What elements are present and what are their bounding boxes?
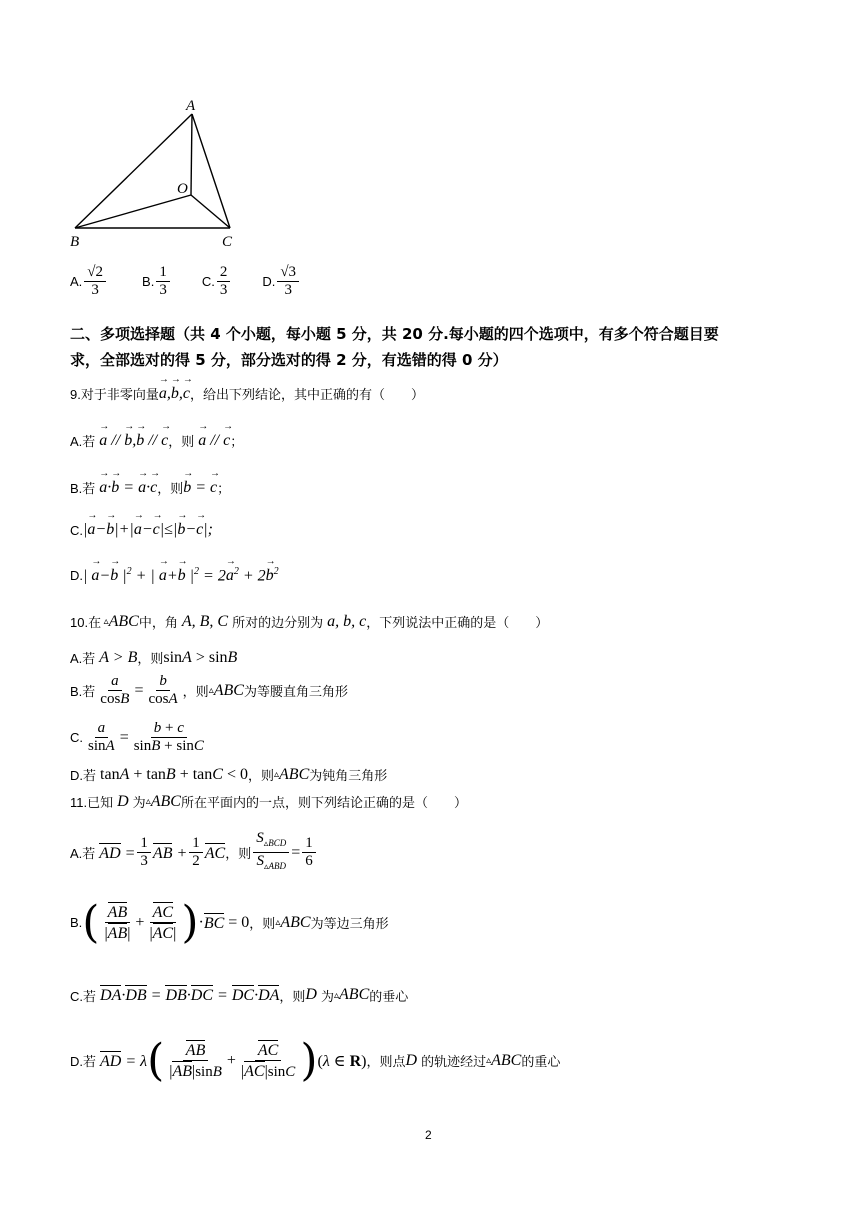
q8-option-d-frac: $\frac{√3}{3}$ bbox=[277, 264, 299, 299]
q10-option-c: C. $\frac{a}{\sin A}$ = $\frac{b + c}{\sin B + \sin C}$ bbox=[70, 720, 204, 754]
q9-option-d: D. | → a−→ b $|^2$ + | → a+→ b $|^2 = 2\to a^2 + 2\to b^2$ bbox=[70, 566, 279, 585]
triangle-figure bbox=[60, 92, 260, 252]
q9-option-a: A.若 → a // → b,→ b // → c ，则 → a // → c ； bbox=[70, 431, 243, 450]
section-heading-line2: 求，全部选对的得 5 分，部分选对的得 2 分，有选错的得 0 分） bbox=[70, 351, 508, 369]
q8-option-b-frac: $\frac{1}{3}$ bbox=[156, 264, 170, 299]
page-number: 2 bbox=[425, 1128, 432, 1142]
q10-option-b: B.若 $\frac{a}{\cos B}$ = $\frac{b}{\cos A}$ ，则 ▵ ABC 为等腰直角三角形 bbox=[70, 673, 348, 707]
q11-option-c: C.若 DA·DB = DB·DC = DC·DA ，则 D 为 ▵ ABC 的垂心 bbox=[70, 986, 409, 1004]
q8-option-d-letter: D. bbox=[262, 274, 276, 289]
q8-option-c-frac: $\frac{2}{3}$ bbox=[217, 264, 231, 299]
q10-stem: 10.在 ▵ ABC 中，角 A, B, C 所对的边分别为 a, b, c ，下列说法中正确的是（ ） bbox=[70, 612, 549, 630]
q10-option-d: D.若 tanA + tanB + tanC < 0 ，则 ▵ ABC 为钝角三角形 bbox=[70, 765, 388, 783]
q8-option-a-letter: A. bbox=[70, 274, 83, 289]
label-c: C bbox=[222, 234, 233, 250]
label-a: A bbox=[186, 98, 196, 114]
label-b: B bbox=[70, 234, 80, 250]
q9-option-b: B.若 → a·→ b = → a·→ c ，则 → b = → c ； bbox=[70, 478, 230, 497]
q8-option-b-letter: B. bbox=[142, 274, 155, 289]
q10-option-a: A.若 A > B ，则 sinA > sinB bbox=[70, 648, 238, 666]
section-heading-line1: 二、多项选择题（共 4 个小题，每小题 5 分，共 20 分.每小题的四个选项中，有多个符合题目要 bbox=[70, 325, 719, 343]
q9-option-c: C. |→ a−→ b|+|→ a−→ c|≤|→ b−→ c|; bbox=[70, 521, 213, 539]
q9-stem: 9.对于非零向量 → a,→ b,→ c ，给出下列结论，其中正确的有（ ） bbox=[70, 384, 424, 403]
q8-option-a-frac: $\frac{√2}{3}$ bbox=[84, 264, 106, 299]
q11-option-d: D.若 AD = λ ( $\frac{AB}{|AB|\sin B}$ + $\frac{AC}{|AC|\sin C}$ ) (λ ∈ R) ，则点 D 的轨迹经过 ▵ ABC 的重心 bbox=[70, 1034, 561, 1086]
q8-option-c-letter: C. bbox=[201, 274, 215, 289]
q11-stem: 11.已知 D 为 ▵ ABC 所在平面内的一点，则下列结论正确的是（ ） bbox=[70, 792, 467, 810]
label-o: O bbox=[177, 181, 188, 197]
q8-options bbox=[70, 264, 301, 299]
q11-option-b: B. ( $\frac{AB}{|AB|}$ + $\frac{AC}{|AC|}$ ) · BC = 0 ，则 ▵ ABC 为等边三角形 bbox=[70, 896, 389, 948]
q11-option-a: A.若 AD = $\frac{1}{3}$ AB + $\frac{1}{2}$ AC ，则 $\frac{S_{▵BCD}}{S_{▵ABD}}$ = $\frac{1}{6}$ bbox=[70, 830, 318, 875]
